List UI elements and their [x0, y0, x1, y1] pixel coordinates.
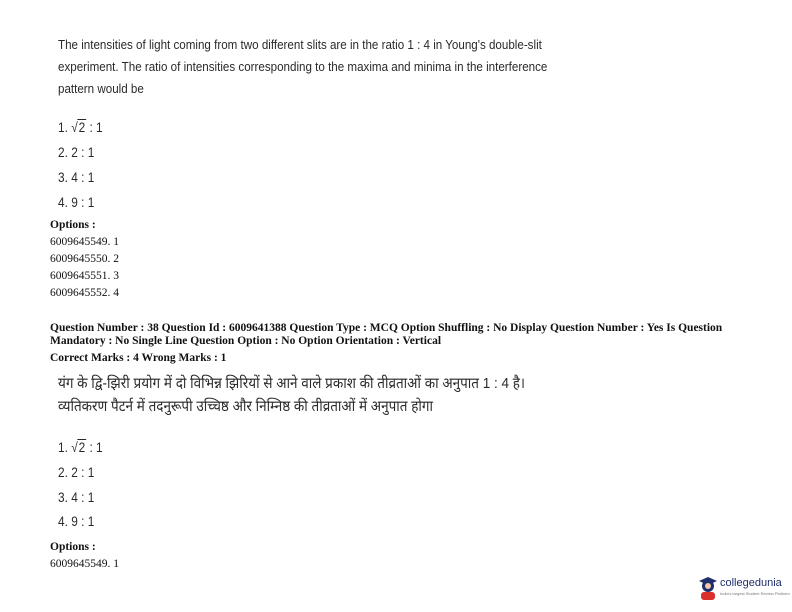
question-1-option-4: [58, 195, 94, 210]
question-2-text: यंग के द्वि-झिरी प्रयोग में दो विभिन्न झिरियों से आने वाले प्रकाश की तीव्रताओं का अनुपात 1 : 4 है। व्यतिकरण पैटर्न में तदनुरूपी उच्चिष्ठ और निम्निष्ठ की तीव्रताओं में अनुपात होगा: [58, 375, 526, 415]
option-id-1: 6009645549. 1: [50, 236, 119, 248]
option-text: 2 : 1: [71, 465, 95, 480]
collegedunia-logo: [698, 575, 790, 605]
graduate-icon: [698, 575, 718, 601]
option-id-3: 6009645551. 3: [50, 270, 119, 282]
question-38-meta: Question Number : 38 Question Id : 6009641388 Question Type : MCQ Option Shuffling : No Display Question Number : Yes Is Question Mandatory : No Single Line Question Option : No Option Orientation : Vertical: [50, 322, 723, 347]
logo-text: collegedunia: [720, 577, 782, 589]
option-number: 1.: [58, 120, 68, 135]
option-number: 2.: [58, 465, 68, 480]
question-1-text: The intensities of light coming from two different slits are in the ratio 1 : 4 in Young's double-slit experiment. The ratio of intensities corresponding to the maxima and minima in the interference pattern would be: [58, 37, 548, 96]
option-text: 9 : 1: [71, 195, 95, 210]
sqrt-symbol: √2: [71, 440, 86, 455]
question-2-option-3: [58, 490, 94, 505]
option-number: 2.: [58, 145, 68, 160]
question-1-option-1: [58, 120, 103, 135]
option-text: 4 : 1: [71, 170, 95, 185]
option-rest: : 1: [89, 120, 103, 135]
question-2-option-2: [58, 465, 94, 480]
option-number: 4.: [58, 514, 68, 529]
option-number: 3.: [58, 490, 68, 505]
question-2-option-1: [58, 440, 103, 455]
option-text: 9 : 1: [71, 514, 95, 529]
question-1-option-3: [58, 170, 94, 185]
option-text: 2 : 1: [71, 145, 95, 160]
option-number: 1.: [58, 440, 68, 455]
options-heading-1: Options :: [50, 219, 96, 231]
question-1-option-2: [58, 145, 94, 160]
option-number: 4.: [58, 195, 68, 210]
question-38-marks: Correct Marks : 4 Wrong Marks : 1: [50, 352, 227, 364]
radicand: 2: [78, 120, 86, 135]
radicand: 2: [78, 440, 86, 455]
question-2-option-4: [58, 514, 94, 529]
logo-tagline: India's largest Student Review Platform: [720, 591, 790, 596]
option-id-2: 6009645550. 2: [50, 253, 119, 265]
option-rest: : 1: [89, 440, 103, 455]
options-heading-2: Options :: [50, 541, 96, 553]
option-text: 4 : 1: [71, 490, 95, 505]
option-id-5: 6009645549. 1: [50, 558, 119, 570]
sqrt-symbol: √2: [71, 120, 86, 135]
option-id-4: 6009645552. 4: [50, 287, 119, 299]
option-number: 3.: [58, 170, 68, 185]
